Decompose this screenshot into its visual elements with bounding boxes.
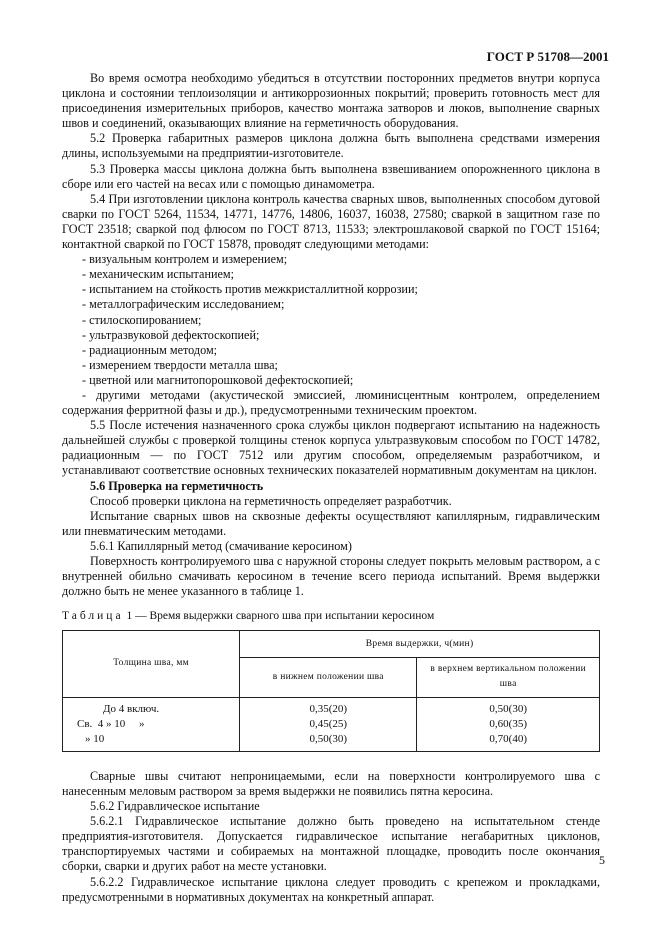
paragraph: 5.5 После истечения назначенного срока службы циклон подвергают испытанию на надежность дальнейшей службы с проверкой толщины стенок корпуса ультразвуковым способом по ГОСТ 14782, радиационным — по ГОСТ 7512 или другим способом, определяемым разработчиком, и устанавливают соответствие основных технических показателей нормативным документам на циклон. xyxy=(62,418,600,478)
table-row xyxy=(63,697,600,717)
paragraph: Сварные швы считают непроницаемыми, если на поверхности контролируемого шва с нанесенным меловым раствором за время выдержки не появились пятна керосина. xyxy=(62,768,600,798)
section-heading: 5.6 Проверка на герметичность xyxy=(90,478,264,493)
column-header-time: Время выдержки, ч(мин) xyxy=(240,631,600,658)
column-header-upper: в верхнем вертикальном положении шва xyxy=(417,658,600,697)
welding-time-table xyxy=(62,630,600,751)
cell-upper: 0,50(30) xyxy=(417,697,600,717)
standard-code: ГОСТ Р 51708—2001 xyxy=(486,49,609,64)
list-item: - механическим испытанием; xyxy=(62,267,600,282)
table-row xyxy=(63,732,600,752)
column-header-lower: в нижнем положении шва xyxy=(240,658,417,697)
paragraph: 5.6.2.2 Гидравлическое испытание циклона следует проводить с крепежом и прокладками, предусмотренными в нормативных документах на конкретный аппарат. xyxy=(62,874,600,904)
list-item: - испытанием на стойкость против межкристаллитной коррозии; xyxy=(62,282,600,297)
list-item: - радиационным методом; xyxy=(62,343,600,358)
list-item: - ультразвуковой дефектоскопией; xyxy=(62,328,600,343)
paragraph: Поверхность контролируемого шва с наружной стороны следует покрыть меловым раствором, а с внутренней обильно смачивать керосином в течение всего периода испытаний. Время выдержки должно быть не менее указанного в таблице 1. xyxy=(62,554,600,599)
paragraph: Во время осмотра необходимо убедиться в отсутствии посторонних предметов внутри корпуса циклона и состоянии теплоизоляции и антикоррозионных покрытий; проверить готовность мест для присоединения измерительных приборов, качество монтажа затворов и люков, выполнение сварных швов и соединений, оказывающих влияние на герметичность оборудования. xyxy=(62,71,600,131)
cell-lower: 0,50(30) xyxy=(240,732,417,752)
paragraph: Испытание сварных швов на сквозные дефекты осуществляют капиллярным, гидравлическим или пневматическим методами. xyxy=(62,508,600,538)
table-caption-text: 1 — Время выдержки сварного шва при испытании керосином xyxy=(126,610,435,623)
list-item: - визуальным контролем и измерением; xyxy=(62,252,600,267)
document-body xyxy=(62,71,600,905)
list-item: - металлографическим исследованием; xyxy=(62,297,600,312)
cell-lower: 0,45(25) xyxy=(240,717,417,732)
cell-thickness: Св. 4 » 10 » xyxy=(63,717,240,732)
table-row xyxy=(63,717,600,732)
cell-lower: 0,35(20) xyxy=(240,697,417,717)
paragraph: 5.6.1 Капиллярный метод (смачивание керосином) xyxy=(90,538,352,553)
cell-thickness: До 4 включ. xyxy=(63,697,240,717)
cell-upper: 0,70(40) xyxy=(417,732,600,752)
methods-list xyxy=(62,252,600,418)
list-item: - цветной или магнитопорошковой дефектоскопией; xyxy=(62,373,600,388)
list-item: - стилоскопированием; xyxy=(62,313,600,328)
subsection-heading: 5.6.2 Гидравлическое испытание xyxy=(90,799,260,814)
list-item: - измерением твердости металла шва; xyxy=(62,358,600,373)
paragraph: 5.4 При изготовлении циклона контроль качества сварных швов, выполненных способом дуговой сварки по ГОСТ 5264, 11534, 14771, 14776, 14806, 16037, 16038, 27580; сваркой в защитном газе по ГОСТ 23518; сваркой под флюсом по ГОСТ 8713, 11533; электрошлаковой сваркой по ГОСТ 15164; контактной сваркой по ГОСТ 15878, проводят следующими методами: xyxy=(62,191,600,252)
cell-thickness: » 10 xyxy=(63,732,240,752)
paragraph: 5.6.2.1 Гидравлическое испытание должно быть проведено на испытательном стенде предприятия-изготовителя. Допускается гидравлическое испытание негабаритных циклонов, транспортируемых частями и собираемых на монтажной площадке, проводить после окончания сборки, сварки и других работ на месте установки. xyxy=(62,814,600,874)
cell-upper: 0,60(35) xyxy=(417,717,600,732)
paragraph: 5.2 Проверка габаритных размеров циклона должна быть выполнена средствами измерения длины, используемыми на предприятии-изготовителе. xyxy=(62,131,600,161)
table-caption-word: Таблица xyxy=(62,610,124,623)
paragraph: 5.3 Проверка массы циклона должна быть выполнена взвешиванием опорожненного циклона в сборе или его частей на весах или с помощью динамометра. xyxy=(62,161,600,191)
table-caption xyxy=(62,609,600,624)
list-item: - другими методами (акустической эмиссией, люминисцентным контролем, определением содержания ферритной фазы и др.), предусмотренными техническим проектом. xyxy=(62,388,600,418)
paragraph: Способ проверки циклона на герметичность определяет разработчик. xyxy=(90,493,452,508)
column-header-thickness: Толщина шва, мм xyxy=(63,631,240,697)
page-number: 5 xyxy=(599,853,605,867)
